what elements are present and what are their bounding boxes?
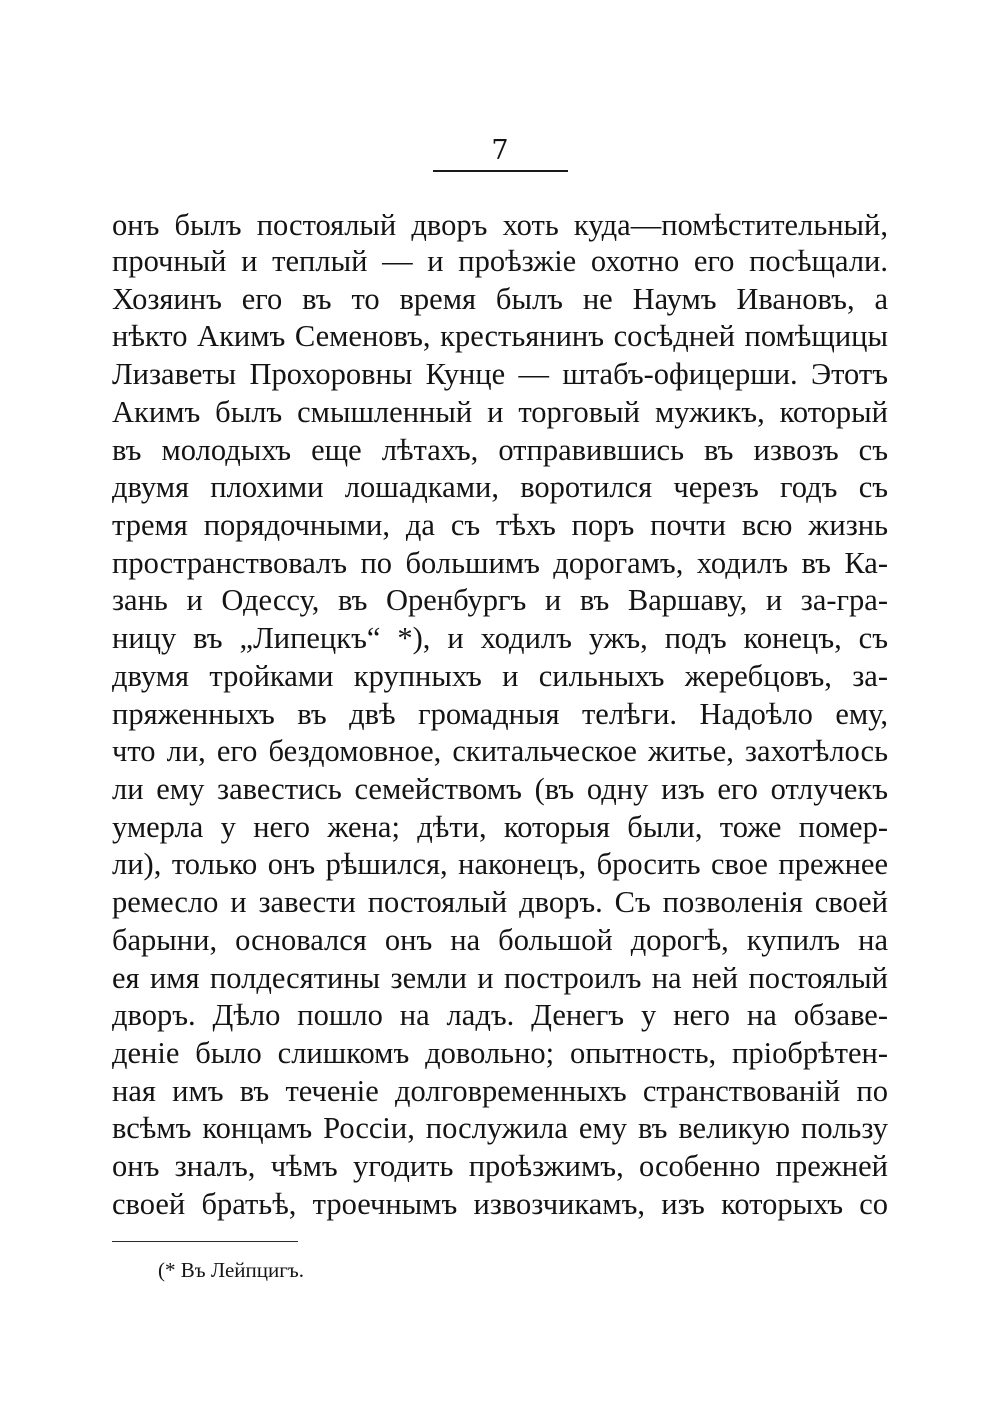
text-line: Хозяинъ его въ то время былъ не Наумъ Ивановъ, а	[112, 282, 888, 316]
text-line: барыни, основался онъ на большой дорогѣ, купилъ на	[112, 923, 888, 957]
text-line: ремесло и завести постоялый дворъ. Съ позволенія своей	[112, 885, 888, 919]
text-line: пространствовалъ по большимъ дорогамъ, ходилъ въ Ка-	[112, 546, 888, 580]
text-line: что ли, его бездомовное, скитальческое житье, захотѣлось	[112, 734, 888, 768]
text-line: пряженныхъ въ двѣ громадныя телѣги. Надоѣло ему,	[112, 697, 888, 731]
text-line: ли ему завестись семействомъ (въ одну изъ его отлучекъ	[112, 772, 888, 806]
text-line: онъ зналъ, чѣмъ угодить проѣзжимъ, особенно прежней	[112, 1149, 888, 1183]
text-line: Акимъ былъ смышленный и торговый мужикъ, который	[112, 395, 888, 429]
text-line: въ молодыхъ еще лѣтахъ, отправившись въ извозъ съ	[112, 433, 888, 467]
text-line: ея имя полдесятины земли и построилъ на ней постоялый	[112, 961, 888, 995]
text-line: зань и Одессу, въ Оренбургъ и въ Варшаву, и за-гра-	[112, 583, 888, 617]
page-number-rule	[433, 170, 568, 172]
text-line: нѣкто Акимъ Семеновъ, крестьянинъ сосѣдней помѣщицы	[112, 319, 888, 353]
text-line: прочный и теплый — и проѣзжіе охотно его посѣщали.	[112, 244, 888, 278]
text-line: ли), только онъ рѣшился, наконецъ, бросить свое прежнее	[112, 847, 888, 881]
text-line: ная имъ въ теченіе долговременныхъ странствованій по	[112, 1074, 888, 1108]
text-line: онъ былъ постоялый дворъ хоть куда—помѣстительный,	[112, 208, 888, 242]
footnote: (* Въ Лейпцигъ.	[158, 1258, 304, 1282]
footnote-rule	[112, 1241, 298, 1242]
text-line: Лизаветы Прохоровны Кунце — штабъ-офицерши. Этотъ	[112, 357, 888, 391]
text-line: дворъ. Дѣло пошло на ладъ. Денегъ у него на обзаве-	[112, 998, 888, 1032]
page-number: 7	[491, 135, 509, 166]
text-line: тремя порядочными, да съ тѣхъ поръ почти всю жизнь	[112, 508, 888, 542]
text-line: двумя плохими лошадками, воротился черезъ годъ съ	[112, 470, 888, 504]
text-line: всѣмъ концамъ Россіи, послужила ему въ великую пользу	[112, 1111, 888, 1145]
text-line: ницу въ „Липецкъ“ *), и ходилъ ужъ, подъ конецъ, съ	[112, 621, 888, 655]
text-line: умерла у него жена; дѣти, которыя были, тоже помер-	[112, 810, 888, 844]
text-line: своей братьѣ, троечнымъ извозчикамъ, изъ которыхъ со	[112, 1187, 888, 1221]
text-line: деніе было слишкомъ довольно; опытность, пріобрѣтен-	[112, 1036, 888, 1070]
text-line: двумя тройками крупныхъ и сильныхъ жеребцовъ, за-	[112, 659, 888, 693]
